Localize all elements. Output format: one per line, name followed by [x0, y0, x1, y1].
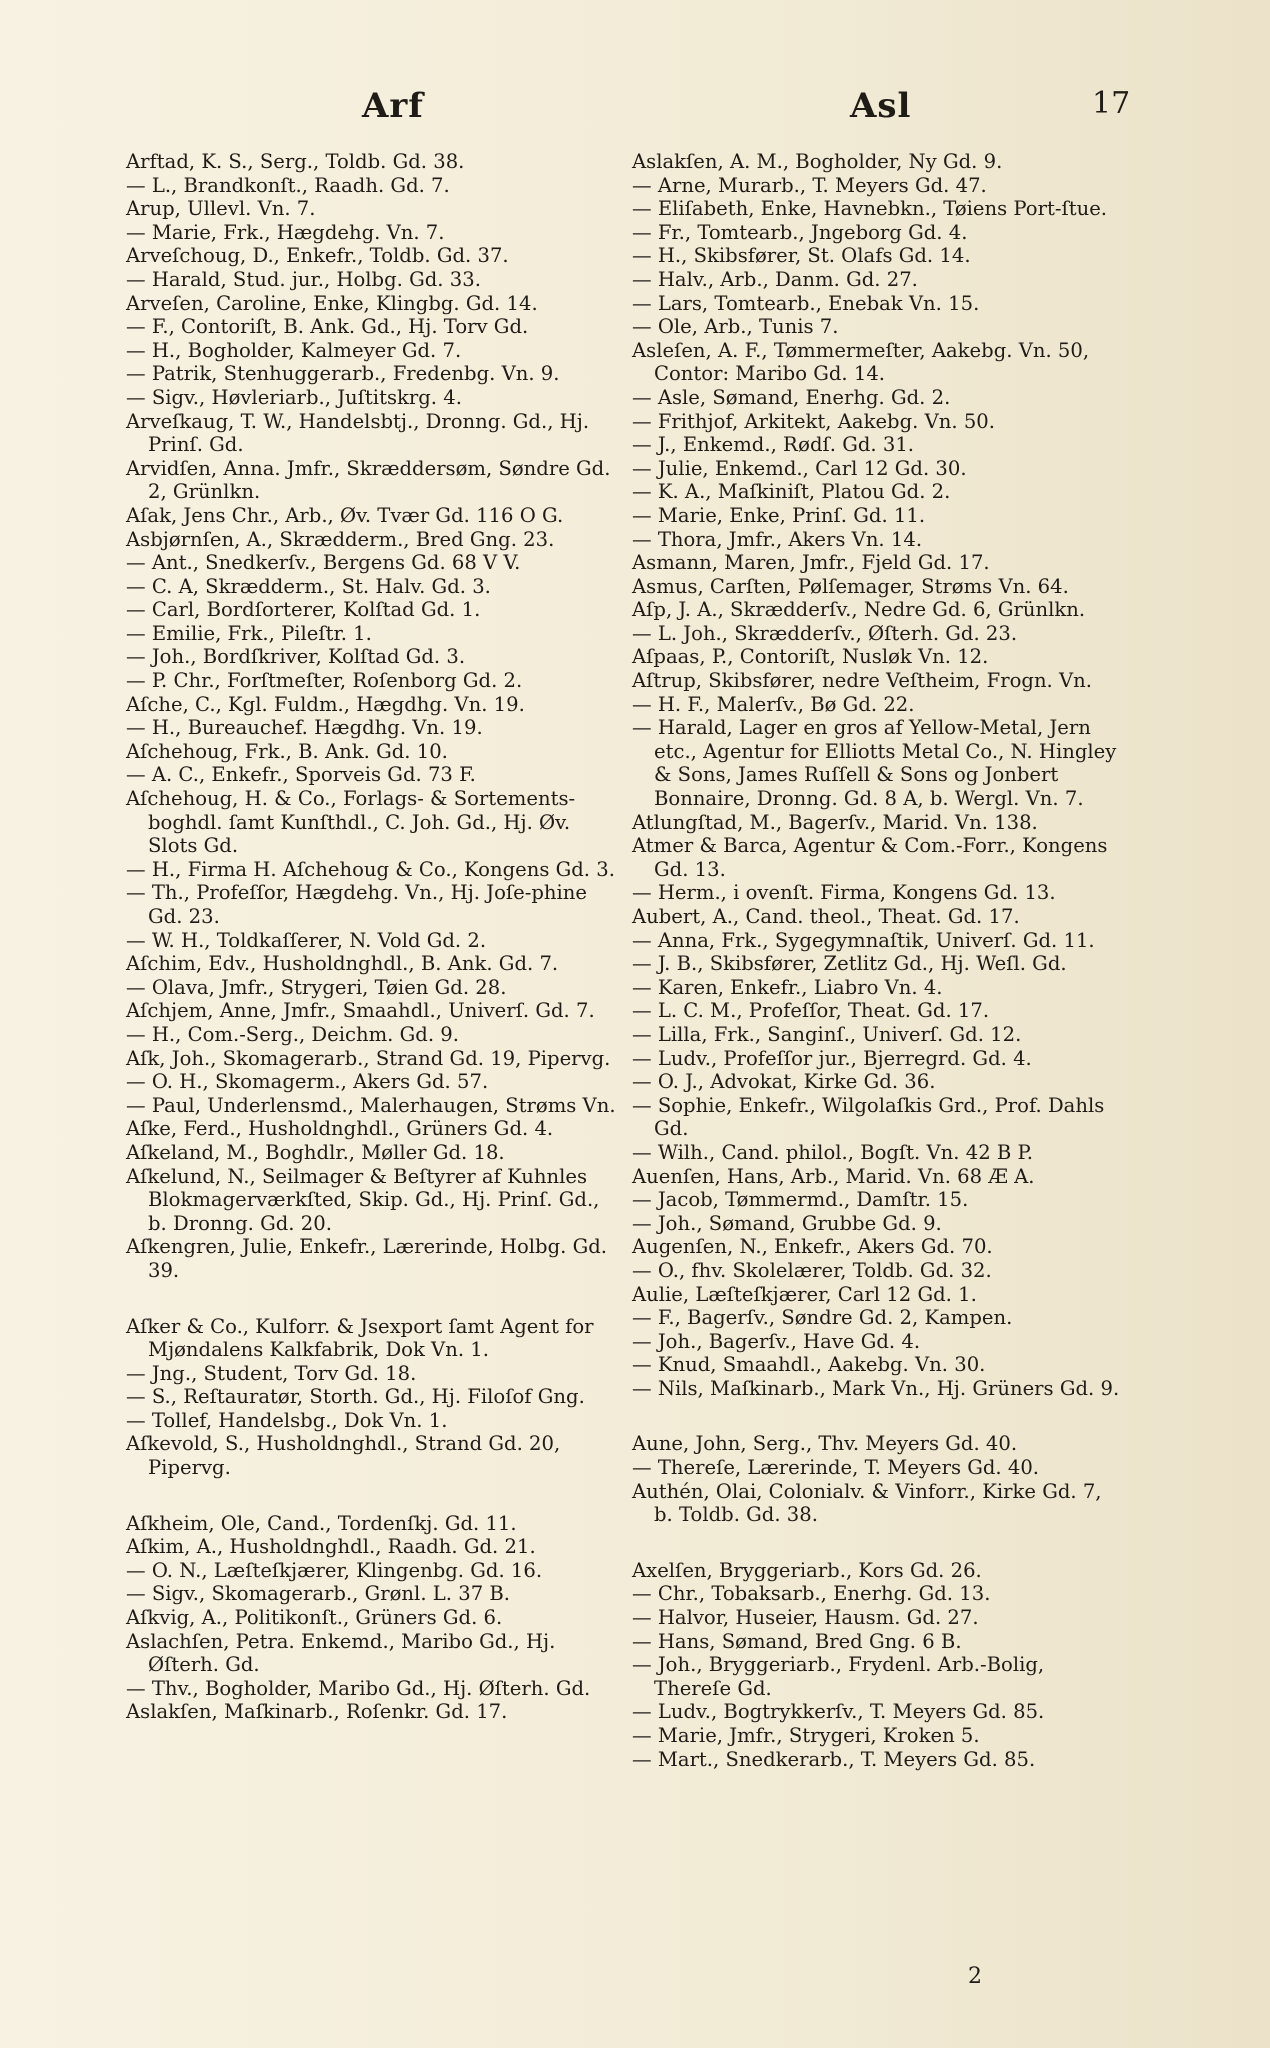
directory-entry: — Herm., i ovenſt. Firma, Kongens Gd. 13.: [632, 881, 1056, 905]
directory-entry: — O. H., Skomagerm., Akers Gd. 57.: [126, 1070, 489, 1094]
directory-entry: Aſchehoug, Frk., B. Ank. Gd. 10.: [126, 739, 448, 763]
section-gap: [632, 1400, 1122, 1432]
directory-entry: Aſk, Joh., Skomagerarb., Strand Gd. 19, Pipervg.: [126, 1046, 611, 1070]
directory-entry: — J. B., Skibsfører, Zetlitz Gd., Hj. Weſl. Gd.: [632, 952, 1067, 976]
directory-entry: Asmann, Maren, Jmfr., Fjeld Gd. 17.: [632, 551, 990, 575]
directory-entry: — Lars, Tomtearb., Enebak Vn. 15.: [632, 291, 980, 315]
directory-entry: — H., Bureauchef. Hægdhg. Vn. 19.: [126, 716, 483, 740]
directory-entry: — C. A, Skrædderm., St. Halv. Gd. 3.: [126, 574, 491, 598]
directory-entry: Aſp, J. A., Skrædderſv., Nedre Gd. 6, Grünlkn.: [632, 598, 1086, 622]
directory-entry: Aſpaas, P., Contoriſt, Nusløk Vn. 12.: [632, 645, 989, 669]
directory-entry: Arveſen, Caroline, Enke, Klingbg. Gd. 14.: [126, 291, 538, 315]
directory-entry: — Carl, Bordſorterer, Kolſtad Gd. 1.: [126, 598, 481, 622]
directory-entry: — K. A., Maſkiniſt, Platou Gd. 2.: [632, 480, 951, 504]
directory-entry: — Paul, Underlensmd., Malerhaugen, Strøms Vn.: [126, 1093, 616, 1117]
directory-entry: — L. C. M., Profeſſor, Theat. Gd. 17.: [632, 999, 990, 1023]
directory-entry: — Joh., Bagerſv., Have Gd. 4.: [632, 1329, 921, 1353]
directory-entry: — Julie, Enkemd., Carl 12 Gd. 30.: [632, 456, 967, 480]
section-gap: [632, 1527, 1122, 1559]
directory-entry: — W. H., Toldkaſſerer, N. Vold Gd. 2.: [126, 928, 487, 952]
directory-entry: Aslakſen, A. M., Bogholder, Ny Gd. 9.: [632, 150, 1003, 173]
directory-entry: Aſtrup, Skibsfører, nedre Veſtheim, Frogn. Vn.: [632, 669, 1093, 693]
directory-entry: Aſkim, A., Husholdnghdl., Raadh. Gd. 21.: [126, 1535, 536, 1559]
directory-entry: Aſkvig, A., Politikonſt., Grüners Gd. 6.: [126, 1606, 503, 1630]
directory-entry: — Thv., Bogholder, Maribo Gd., Hj. Øſterh. Gd.: [126, 1676, 591, 1700]
directory-entry: — Hans, Sømand, Bred Gng. 6 B.: [632, 1629, 962, 1653]
directory-entry: — Emilie, Frk., Pileſtr. 1.: [126, 621, 372, 645]
directory-entry: — Marie, Enke, Prinſ. Gd. 11.: [632, 503, 926, 527]
directory-entry: — H., Bogholder, Kalmeyer Gd. 7.: [126, 338, 462, 362]
directory-entry: Atlungſtad, M., Bagerſv., Marid. Vn. 138.: [632, 810, 1038, 834]
page-header: [0, 86, 1270, 126]
directory-entry: — Joh., Bordſkriver, Kolſtad Gd. 3.: [126, 645, 466, 669]
directory-entry: Aſchim, Edv., Husholdnghdl., B. Ank. Gd. 7.: [126, 952, 559, 976]
directory-entry: — P. Chr., Forſtmeſter, Roſenborg Gd. 2.: [126, 669, 523, 693]
directory-entry: Aſkeland, M., Boghdlr., Møller Gd. 18.: [126, 1140, 505, 1164]
directory-entry: — Knud, Smaahdl., Aakebg. Vn. 30.: [632, 1353, 986, 1377]
directory-entry: — Mart., Snedkerarb., T. Meyers Gd. 85.: [632, 1747, 1036, 1771]
directory-entry: — Sophie, Enkefr., Wilgolaſkis Grd., Prof. Dahls Gd.: [632, 1093, 1105, 1141]
directory-entry: — Sigv., Høvleriarb., Juſtitskrg. 4.: [126, 385, 462, 409]
directory-entry: — Arne, Murarb., T. Meyers Gd. 47.: [632, 173, 987, 197]
directory-entry: — Ant., Snedkerſv., Bergens Gd. 68 V V.: [126, 551, 521, 575]
directory-entry: — Frithjof, Arkitekt, Aakebg. Vn. 50.: [632, 409, 995, 433]
directory-entry: — Harald, Stud. jur., Holbg. Gd. 33.: [126, 267, 481, 291]
directory-entry: — Wilh., Cand. philol., Bogſt. Vn. 42 B P.: [632, 1140, 1033, 1164]
directory-entry: Asmus, Carſten, Pølſemager, Strøms Vn. 64.: [632, 574, 1069, 598]
directory-entry: — Jacob, Tømmermd., Damſtr. 15.: [632, 1188, 969, 1212]
left-column: [126, 150, 622, 1724]
directory-entry: Aſkengren, Julie, Enkefr., Lærerinde, Holbg. Gd. 39.: [126, 1235, 608, 1282]
directory-entry: Asbjørnſen, A., Skrædderm., Bred Gng. 23.: [126, 527, 555, 551]
center-headword: Asl: [850, 86, 912, 126]
directory-entry: Arftad, K. S., Serg., Toldb. Gd. 38.: [126, 150, 465, 173]
directory-entry: Aſchehoug, H. & Co., Forlags- & Sortements-boghdl. ſamt Kunſthdl., C. Joh. Gd., Hj. Øv. Slots Gd.: [126, 787, 576, 858]
directory-entry: — Halv., Arb., Danm. Gd. 27.: [632, 267, 918, 291]
directory-entry: Aslakſen, Maſkinarb., Roſenkr. Gd. 17.: [126, 1700, 508, 1724]
directory-entry: Axelſen, Bryggeriarb., Kors Gd. 26.: [632, 1558, 982, 1582]
directory-entry: Aſkelund, N., Seilmager & Beſtyrer af Kuhnles Blokmagerværkſted, Skip. Gd., Hj. Prinſ. Gd., b. Dronng. Gd. 20.: [126, 1164, 600, 1235]
directory-entry: — Chr., Tobaksarb., Enerhg. Gd. 13.: [632, 1582, 991, 1606]
directory-entry: — H., Com.-Serg., Deichm. Gd. 9.: [126, 1022, 459, 1046]
section-gap: [126, 1480, 622, 1512]
directory-entry: Aſkheim, Ole, Cand., Tordenſkj. Gd. 11.: [126, 1511, 517, 1535]
directory-entry: — Anna, Frk., Sygegymnaſtik, Univerſ. Gd. 11.: [632, 928, 1095, 952]
directory-entry: — Karen, Enkefr., Liabro Vn. 4.: [632, 975, 943, 999]
directory-entry: — L. Joh., Skrædderſv., Øſterh. Gd. 23.: [632, 621, 1018, 645]
directory-entry: — Fr., Tomtearb., Jngeborg Gd. 4.: [632, 220, 968, 244]
directory-entry: — Eliſabeth, Enke, Havnebkn., Tøiens Port-ſtue.: [632, 197, 1108, 221]
directory-entry: Asleſen, A. F., Tømmermeſter, Aakebg. Vn. 50, Contor: Maribo Gd. 14.: [632, 338, 1090, 386]
directory-entry: Atmer & Barca, Agentur & Com.-Forr., Kongens Gd. 13.: [632, 834, 1108, 881]
directory-entry: — O. N., Læſteſkjærer, Klingenbg. Gd. 16.: [126, 1558, 543, 1582]
page-number: 17: [1092, 86, 1131, 121]
right-column: [632, 150, 1122, 1771]
directory-entry: — S., Reſtauratør, Storth. Gd., Hj. Filoſof Gng.: [126, 1385, 585, 1409]
directory-entry: — L., Brandkonſt., Raadh. Gd. 7.: [126, 173, 450, 197]
directory-entry: — Halvor, Huseier, Hausm. Gd. 27.: [632, 1606, 979, 1630]
directory-entry: Authén, Olai, Colonialv. & Vinforr., Kirke Gd. 7, b. Toldb. Gd. 38.: [632, 1479, 1102, 1527]
directory-entry: Auenſen, Hans, Arb., Marid. Vn. 68 Æ A.: [632, 1164, 1035, 1188]
directory-entry: — Ludv., Profeſſor jur., Bjerregrd. Gd. 4.: [632, 1046, 1032, 1070]
directory-entry: — Asle, Sømand, Enerhg. Gd. 2.: [632, 385, 951, 409]
directory-entry: — Tollef, Handelsbg., Dok Vn. 1.: [126, 1408, 448, 1432]
directory-entry: — Patrik, Stenhuggerarb., Fredenbg. Vn. 9.: [126, 362, 560, 386]
directory-entry: — F., Contoriſt, B. Ank. Gd., Hj. Torv Gd.: [126, 315, 529, 339]
directory-entry: — H., Skibsfører, St. Olafs Gd. 14.: [632, 244, 971, 268]
directory-entry: — Jng., Student, Torv Gd. 18.: [126, 1361, 417, 1385]
directory-entry: — A. C., Enkefr., Sporveis Gd. 73 F.: [126, 763, 476, 787]
directory-entry: — Sigv., Skomagerarb., Grønl. L. 37 B.: [126, 1582, 511, 1606]
directory-entry: — Th., Profeſſor, Hægdehg. Vn., Hj. Joſe-phine Gd. 23.: [126, 881, 587, 928]
directory-entry: Arvidſen, Anna. Jmfr., Skræddersøm, Søndre Gd. 2, Grünlkn.: [126, 456, 611, 504]
directory-entry: — J., Enkemd., Rødſ. Gd. 31.: [632, 433, 915, 457]
directory-entry: Arup, Ullevl. Vn. 7.: [126, 197, 316, 221]
directory-entry: — Harald, Lager en gros af Yellow-Metal, Jern etc., Agentur for Elliotts Metal Co., N. Hingley & Sons, James Ruſſell & Sons og Jonbert Bonnaire, Dronng. Gd. 8 A, b. Wergl. Vn. 7.: [632, 716, 1117, 811]
signature-mark: 2: [968, 1964, 982, 1989]
directory-entry: — Joh., Bryggeriarb., Frydenl. Arb.-Bolig, Thereſe Gd.: [632, 1653, 1045, 1700]
directory-entry: — Ole, Arb., Tunis 7.: [632, 315, 839, 339]
section-gap: [126, 1283, 622, 1315]
directory-entry: — Thora, Jmfr., Akers Vn. 14.: [632, 527, 923, 551]
directory-entry: Aulie, Læſteſkjærer, Carl 12 Gd. 1.: [632, 1282, 977, 1306]
directory-entry: Aune, John, Serg., Thv. Meyers Gd. 40.: [632, 1432, 1018, 1456]
directory-entry: — H., Firma H. Aſchehoug & Co., Kongens Gd. 3.: [126, 857, 615, 881]
directory-entry: Arveſkaug, T. W., Handelsbtj., Dronng. Gd., Hj. Prinſ. Gd.: [126, 409, 590, 457]
directory-entry: Aſkevold, S., Husholdnghdl., Strand Gd. 20, Pipervg.: [126, 1432, 561, 1480]
directory-entry: — Thereſe, Lærerinde, T. Meyers Gd. 40.: [632, 1456, 1040, 1480]
directory-entry: Arveſchoug, D., Enkefr., Toldb. Gd. 37.: [126, 244, 509, 268]
directory-entry: Aubert, A., Cand. theol., Theat. Gd. 17.: [632, 905, 1020, 928]
directory-entry: — Lilla, Frk., Sanginſ., Univerſ. Gd. 12.: [632, 1022, 1022, 1046]
directory-entry: — O., fhv. Skolelærer, Toldb. Gd. 32.: [632, 1258, 992, 1282]
directory-entry: — Ludv., Bogtrykkerſv., T. Meyers Gd. 85.: [632, 1700, 1045, 1724]
left-headword: Arf: [362, 86, 424, 126]
directory-entry: — Joh., Sømand, Grubbe Gd. 9.: [632, 1211, 942, 1235]
directory-entry: — Marie, Frk., Hægdehg. Vn. 7.: [126, 220, 445, 244]
directory-entry: Augenſen, N., Enkefr., Akers Gd. 70.: [632, 1235, 993, 1259]
directory-entry: — Marie, Jmfr., Strygeri, Kroken 5.: [632, 1724, 980, 1747]
directory-entry: — Nils, Maſkinarb., Mark Vn., Hj. Grüners Gd. 9.: [632, 1376, 1120, 1400]
directory-entry: Aſchjem, Anne, Jmfr., Smaahdl., Univerſ. Gd. 7.: [126, 999, 595, 1023]
directory-entry: — F., Bagerſv., Søndre Gd. 2, Kampen.: [632, 1306, 1013, 1330]
directory-entry: — Olava, Jmfr., Strygeri, Tøien Gd. 28.: [126, 975, 507, 999]
directory-entry: — O. J., Advokat, Kirke Gd. 36.: [632, 1070, 936, 1094]
directory-entry: Aſche, C., Kgl. Fuldm., Hægdhg. Vn. 19.: [126, 692, 525, 716]
directory-entry: Aſke, Ferd., Husholdnghdl., Grüners Gd. 4.: [126, 1117, 554, 1141]
directory-entry: Aſak, Jens Chr., Arb., Øv. Tvær Gd. 116 O G.: [126, 503, 564, 527]
directory-entry: Aſker & Co., Kulforr. & Jsexport ſamt Agent for Mjøndalens Kalkfabrik, Dok Vn. 1.: [126, 1314, 594, 1362]
directory-entry: Aslachſen, Petra. Enkemd., Maribo Gd., Hj. Øſterh. Gd.: [126, 1629, 556, 1677]
directory-entry: — H. F., Malerſv., Bø Gd. 22.: [632, 692, 915, 716]
